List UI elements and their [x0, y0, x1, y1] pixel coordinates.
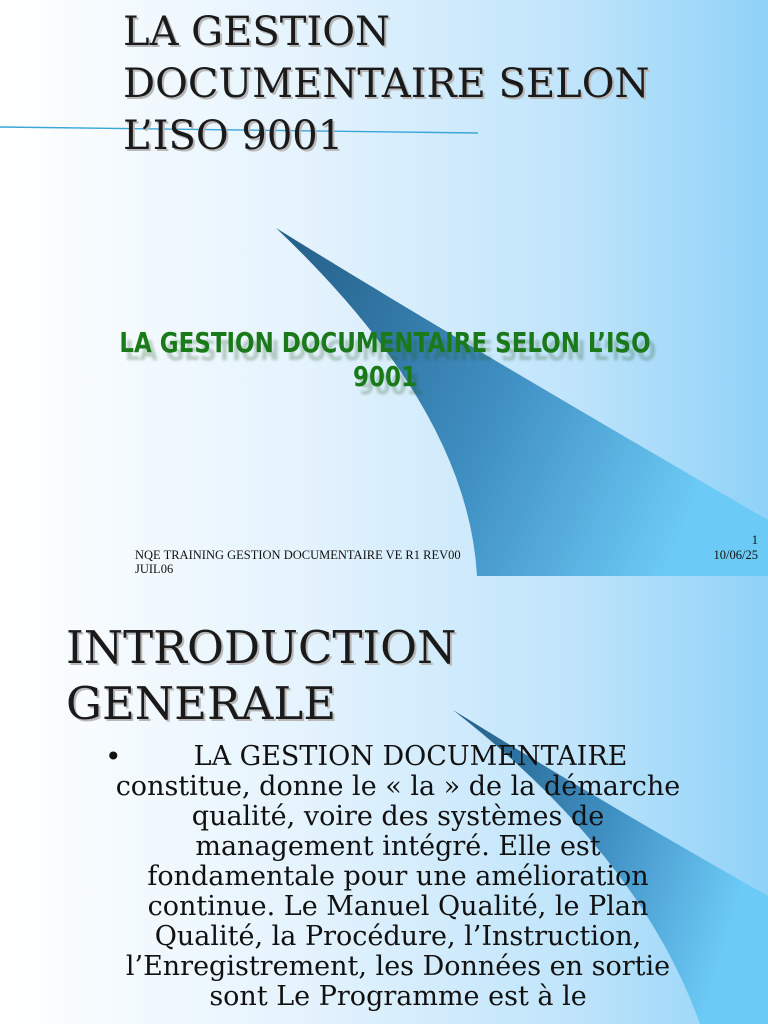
footer-text: NQE TRAINING GESTION DOCUMENTAIRE VE R1 REV00 JUIL06 [135, 548, 461, 576]
wordart-title: LA GESTION DOCUMENTAIRE SELON L’ISO 9001 [119, 326, 651, 393]
slide-2 [0, 576, 768, 1024]
bullet-text: LA GESTION DOCUMENTAIRE constitue, donne le « la » de la démarche qualité, voire des systèmes de management intégré. Elle est fondamentale pour une amélioration continue. Le Manuel Qualité, le Plan Qualité, la Procédure, l’Instruction, l’Enregistrement, les Données en sortie sont Le Programme est à le [115, 741, 681, 1012]
bullet-point-icon: • [105, 740, 122, 773]
slide-title: LA GESTION DOCUMENTAIRE SELON L’ISO 9001 [123, 9, 650, 159]
page-number: 1 [751, 533, 758, 547]
footer-date: 10/06/25 [713, 548, 758, 562]
footer-meta [714, 533, 758, 563]
slide-title: INTRODUCTION GENERALE [66, 621, 457, 730]
blue-swoosh-shape [276, 228, 768, 576]
